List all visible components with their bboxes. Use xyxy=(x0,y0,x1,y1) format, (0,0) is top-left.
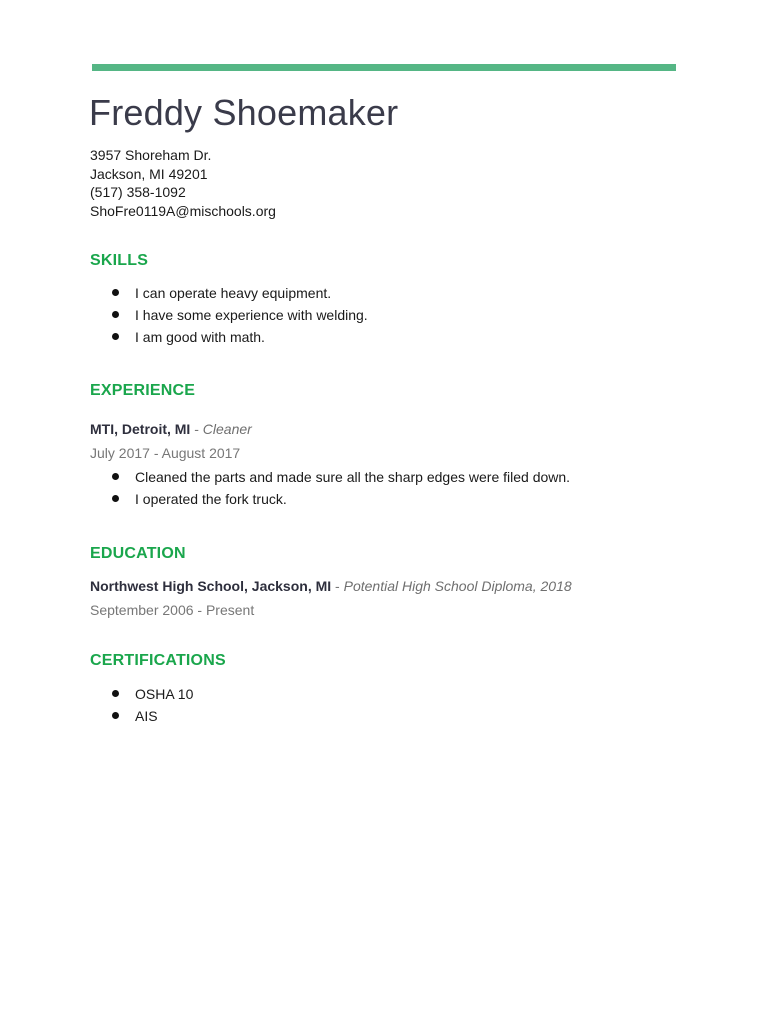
education-credential: Potential High School Diploma, 2018 xyxy=(343,578,572,594)
list-item xyxy=(112,488,570,510)
education-heading: EDUCATION xyxy=(90,545,186,562)
experience-separator: - xyxy=(190,421,203,437)
bullet-icon xyxy=(112,311,119,318)
certification-text: OSHA 10 xyxy=(135,686,194,702)
education-org: Northwest High School, Jackson, MI xyxy=(90,578,332,594)
skill-text: I am good with math. xyxy=(135,329,265,345)
education-entry-title xyxy=(90,578,572,594)
list-item xyxy=(112,304,368,326)
certifications-list xyxy=(112,683,193,727)
email-address: ShoFre0119A@mischools.org xyxy=(90,202,276,219)
list-item xyxy=(112,683,193,705)
list-item xyxy=(112,705,193,727)
experience-duties-list xyxy=(112,466,570,510)
bullet-icon xyxy=(112,712,119,719)
experience-org: MTI, Detroit, MI xyxy=(90,421,191,437)
bullet-icon xyxy=(112,495,119,502)
duty-text: I operated the fork truck. xyxy=(135,491,287,507)
experience-heading: EXPERIENCE xyxy=(90,382,196,399)
list-item xyxy=(112,326,368,348)
skills-heading: SKILLS xyxy=(90,252,149,269)
education-separator: - xyxy=(331,578,344,594)
duty-text: Cleaned the parts and made sure all the sharp edges were filed down. xyxy=(135,469,571,485)
list-item xyxy=(112,282,368,304)
list-item xyxy=(112,466,570,488)
bullet-icon xyxy=(112,473,119,480)
skill-text: I can operate heavy equipment. xyxy=(135,285,332,301)
bullet-icon xyxy=(112,690,119,697)
contact-block xyxy=(90,146,276,220)
address-line-2: Jackson, MI 49201 xyxy=(90,165,208,182)
accent-rule xyxy=(92,64,676,71)
skills-list xyxy=(112,282,368,348)
education-dates: September 2006 - Present xyxy=(90,602,255,618)
bullet-icon xyxy=(112,289,119,296)
candidate-name: Freddy Shoemaker xyxy=(89,92,399,133)
bullet-icon xyxy=(112,333,119,340)
address-line-1: 3957 Shoreham Dr. xyxy=(90,147,212,163)
experience-entry-title xyxy=(90,421,252,437)
phone-number: (517) 358-1092 xyxy=(90,184,186,200)
certifications-heading: CERTIFICATIONS xyxy=(90,652,226,669)
skill-text: I have some experience with welding. xyxy=(135,307,368,323)
experience-role: Cleaner xyxy=(202,421,252,437)
experience-dates: July 2017 - August 2017 xyxy=(90,445,241,461)
certification-text: AIS xyxy=(135,708,158,724)
